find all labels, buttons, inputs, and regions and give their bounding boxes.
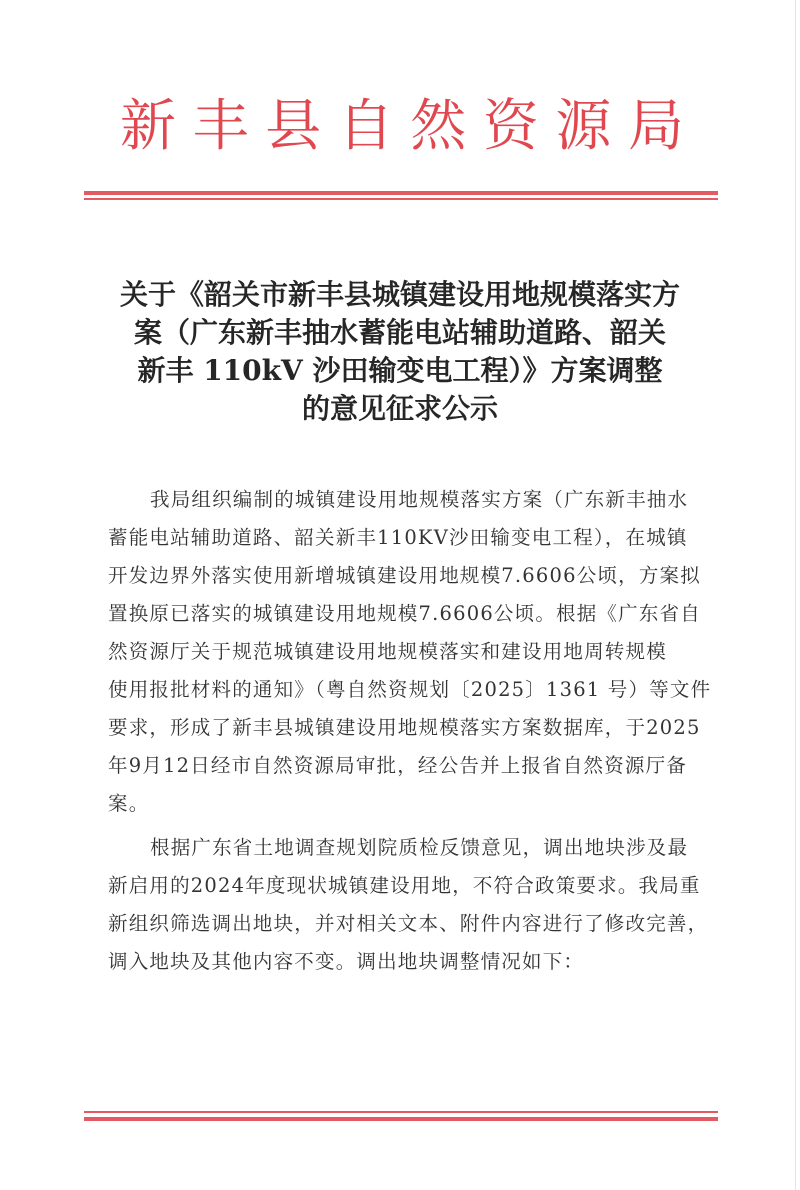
body-line: 使用报批材料的通知》（粤自然资规划〔2025〕1361 号）等文件 (108, 678, 712, 701)
footer-rule-thick (84, 1117, 718, 1121)
title-line: 新丰 110kV 沙田输变电工程）》方案调整 (137, 354, 663, 387)
body-line: 开发边界外落实使用新增城镇建设用地规模7.6606公顷，方案拟 (108, 564, 701, 587)
body-line: 调入地块及其他内容不变。调出地块调整情况如下： (108, 950, 585, 973)
masthead-char: 资 (482, 94, 539, 159)
body-line: 我局组织编制的城镇建设用地规模落实方案（广东新丰抽水 (150, 488, 689, 511)
body-line: 新启用的2024年度现状城镇建设用地，不符合政策要求。我局重 (108, 874, 701, 897)
header-rule-thick (84, 191, 718, 195)
body-line: 蓄能电站辅助道路、韶关新丰110KV沙田输变电工程），在城镇 (108, 526, 688, 549)
body-line: 案。 (108, 792, 150, 815)
title-line: 案（广东新丰抽水蓄能电站辅助道路、韶关 (133, 316, 666, 349)
body-line: 年9月12日经市自然资源局审批，经公告并上报省自然资源厅备 (108, 754, 688, 777)
body-line: 根据广东省土地调查规划院质检反馈意见，调出地块涉及最 (150, 836, 689, 859)
masthead-char: 然 (410, 94, 467, 159)
masthead-char: 新 (120, 94, 176, 159)
document-title (90, 276, 710, 428)
masthead-char: 县 (265, 94, 322, 159)
page-edge-line (795, 0, 796, 1190)
title-line: 的意见征求公示 (301, 392, 498, 425)
masthead-org-name (84, 92, 718, 162)
paragraph-1 (108, 481, 712, 823)
masthead-char: 局 (627, 94, 684, 159)
masthead-char: 源 (555, 94, 612, 159)
title-line: 关于《韶关市新丰县城镇建设用地规模落实方 (119, 278, 680, 311)
masthead-char: 丰 (192, 94, 249, 159)
body-line: 新组织筛选调出地块，并对相关文本、附件内容进行了修改完善， (108, 912, 709, 935)
masthead-char: 自 (337, 94, 394, 159)
document-body (108, 481, 712, 981)
body-line: 置换原已落实的城镇建设用地规模7.6606公顷。根据《广东省自 (108, 602, 701, 625)
body-line: 然资源厅关于规范城镇建设用地规模落实和建设用地周转规模 (108, 640, 667, 663)
body-line: 要求，形成了新丰县城镇建设用地规模落实方案数据库，于2025 (108, 716, 701, 739)
header-rule-thin (84, 198, 718, 200)
footer-rule-thin (84, 1111, 718, 1113)
paragraph-2 (108, 829, 709, 981)
